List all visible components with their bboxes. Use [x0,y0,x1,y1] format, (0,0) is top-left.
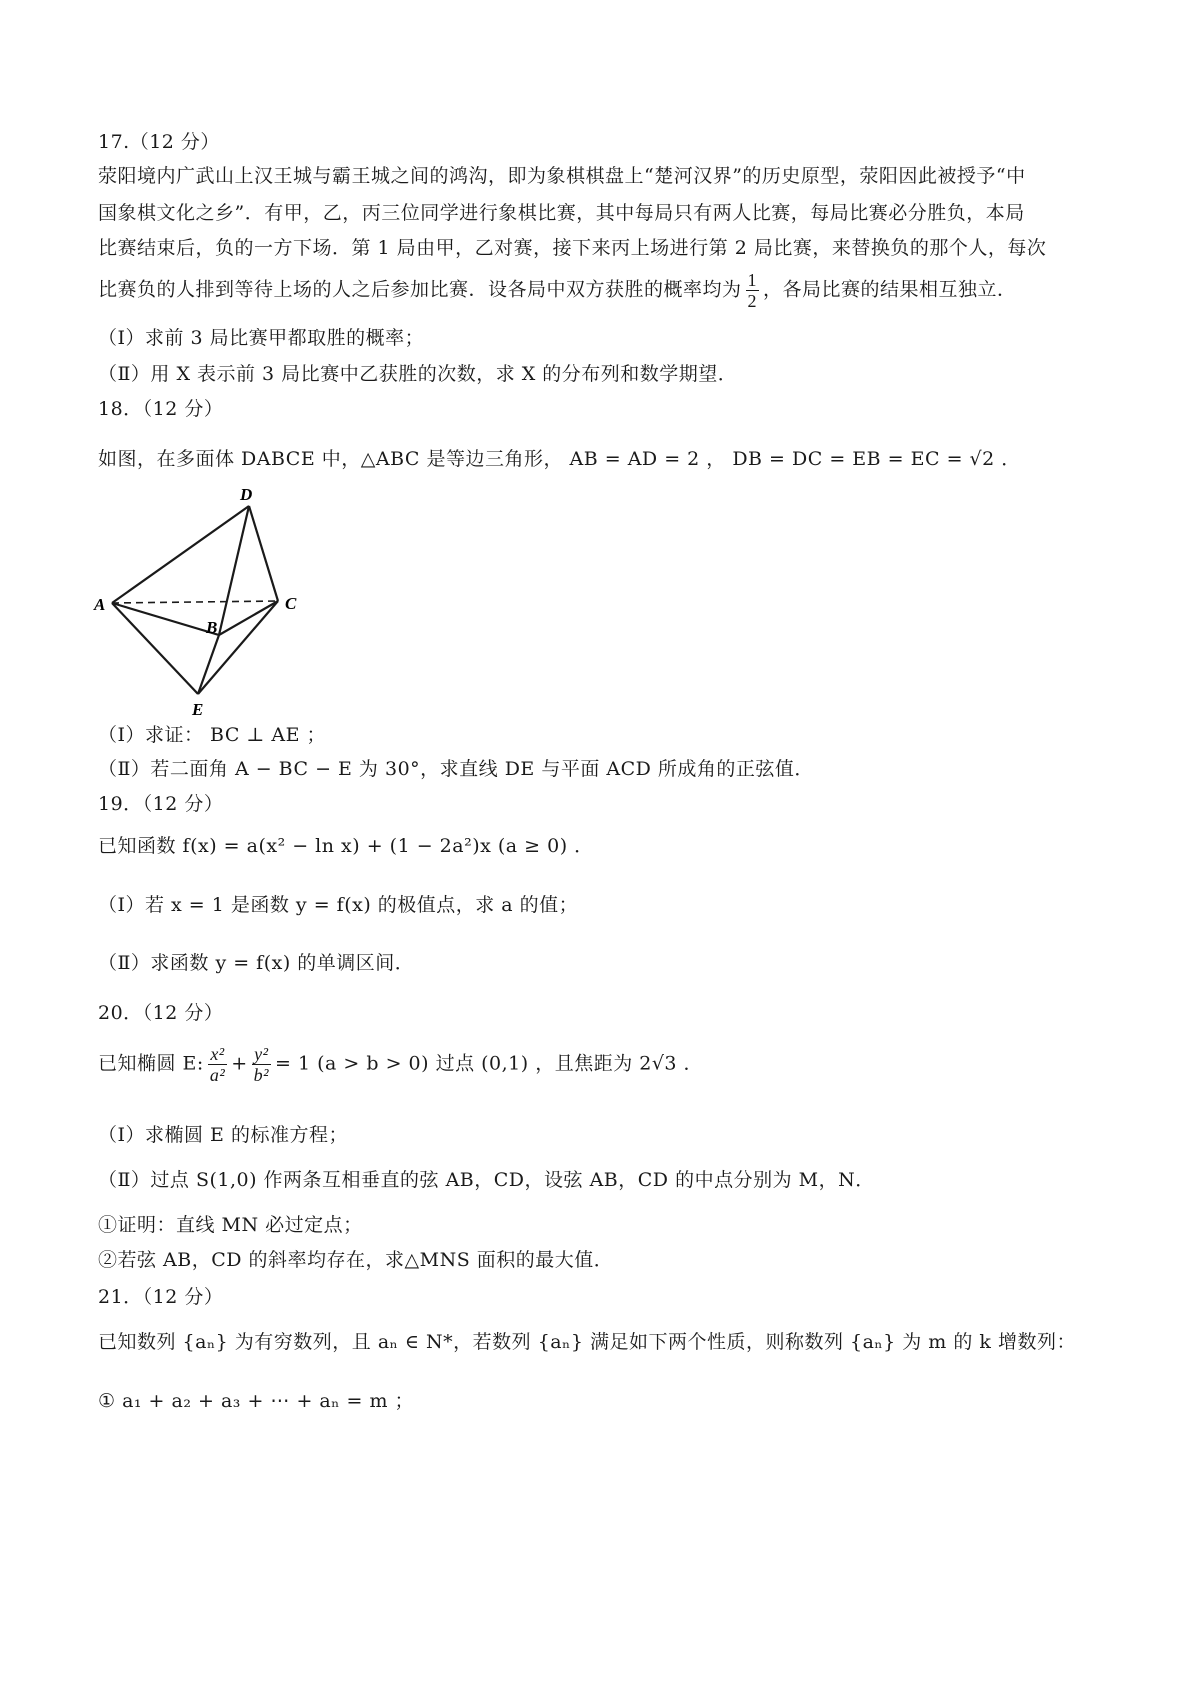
q17-line4-text-before: 比赛负的人排到等待上场的人之后参加比赛．设各局中双方获胜的概率均为 [98,278,742,301]
q19-heading: 19．（12 分） [98,793,224,815]
fraction-numerator: y² [252,1044,271,1065]
q20-subpart-1: ①证明：直线 MN 必过定点； [98,1214,363,1236]
q19-part-1: （Ⅰ）若 x = 1 是函数 y = f(x) 的极值点，求 a 的值； [98,894,579,916]
q21-heading: 21．（12 分） [98,1286,224,1308]
q18-heading: 18．（12 分） [98,398,224,420]
q17-paragraph-line-4 [98,270,1017,311]
q17-heading: 17.（12 分） [98,131,220,153]
fraction-denominator: a² [209,1065,226,1085]
q17-paragraph-line-2: 国象棋文化之乡”．有甲，乙，丙三位同学进行象棋比赛，其中每局只有两人比赛，每局比赛必分胜负，本局 [98,202,1025,224]
vertex-label-B: B [206,618,218,637]
q17-paragraph-line-1: 荥阳境内广武山上汉王城与霸王城之间的鸿沟，即为象棋棋盘上“楚河汉界”的历史原型，荥阳因此被授予“中 [98,165,1026,187]
plus-sign: + [231,1052,248,1075]
q20-part-2: （Ⅱ）过点 S(1,0) 作两条互相垂直的弦 AB，CD，设弦 AB，CD 的中点分别为 M，N． [98,1169,875,1191]
q20-stem-before: 已知椭圆 E: [98,1052,204,1075]
vertex-label-E: E [192,700,204,719]
vertex-label-D: D [240,485,253,504]
q21-stem: 已知数列 {aₙ} 为有穷数列，且 aₙ ∈ N*，若数列 {aₙ} 满足如下两个性质，则称数列 {aₙ} 为 m 的 k 增数列： [98,1331,1076,1353]
q21-property-1: ① a₁ + a₂ + a₃ + ⋯ + aₙ = m ； [98,1390,415,1412]
fraction-numerator: 1 [747,270,758,290]
fraction-denominator: b² [253,1065,270,1085]
q17-part-2: （Ⅱ）用 X 表示前 3 局比赛中乙获胜的次数，求 X 的分布列和数学期望． [98,363,738,385]
q17-paragraph-line-3: 比赛结束后，负的一方下场．第 1 局由甲，乙对赛，接下来丙上场进行第 2 局比赛，来替换负的那个人，每次 [98,237,1047,259]
q20-stem [98,1044,703,1085]
q18-part-2: （Ⅱ）若二面角 A − BC − E 为 30°，求直线 DE 与平面 ACD 所成角的正弦值． [98,758,814,780]
ellipse-y-fraction [252,1044,271,1085]
q20-subpart-2: ②若弦 AB，CD 的斜率均存在，求△MNS 面积的最大值． [98,1249,614,1271]
fraction-numerator: x² [208,1044,227,1065]
q20-part-1: （Ⅰ）求椭圆 E 的标准方程； [98,1124,348,1146]
vertex-label-C: C [285,594,297,613]
q20-heading: 20．（12 分） [98,1002,224,1024]
edge-CE [198,601,278,694]
fraction-denominator: 2 [747,291,758,311]
q19-stem: 已知函数 f(x) = a(x² − ln x) + (1 − 2a²)x (a ≥ 0) ． [98,835,594,857]
ellipse-x-fraction [208,1044,227,1085]
edge-DC [249,506,278,601]
vertex-label-A: A [94,595,106,614]
q20-stem-after: = 1 (a > b > 0) 过点 (0,1) ，且焦距为 2√3 ． [275,1052,704,1075]
q18-part-1: （Ⅰ）求证： BC ⊥ AE ； [98,724,326,746]
edge-BE [198,635,219,694]
q17-probability-fraction [746,270,760,311]
edge-AD [112,506,249,603]
q19-part-2: （Ⅱ）求函数 y = f(x) 的单调区间． [98,952,415,974]
edge-BC [219,601,278,635]
edge-AC-hidden [112,601,278,603]
q18-stem: 如图，在多面体 DABCE 中，△ABC 是等边三角形， AB = AD = 2 ， DB = DC = EB = EC = √2 ． [98,448,1021,470]
q17-part-1: （Ⅰ）求前 3 局比赛甲都取胜的概率； [98,327,425,349]
q17-line4-text-after: ，各局比赛的结果相互独立． [763,278,1017,301]
